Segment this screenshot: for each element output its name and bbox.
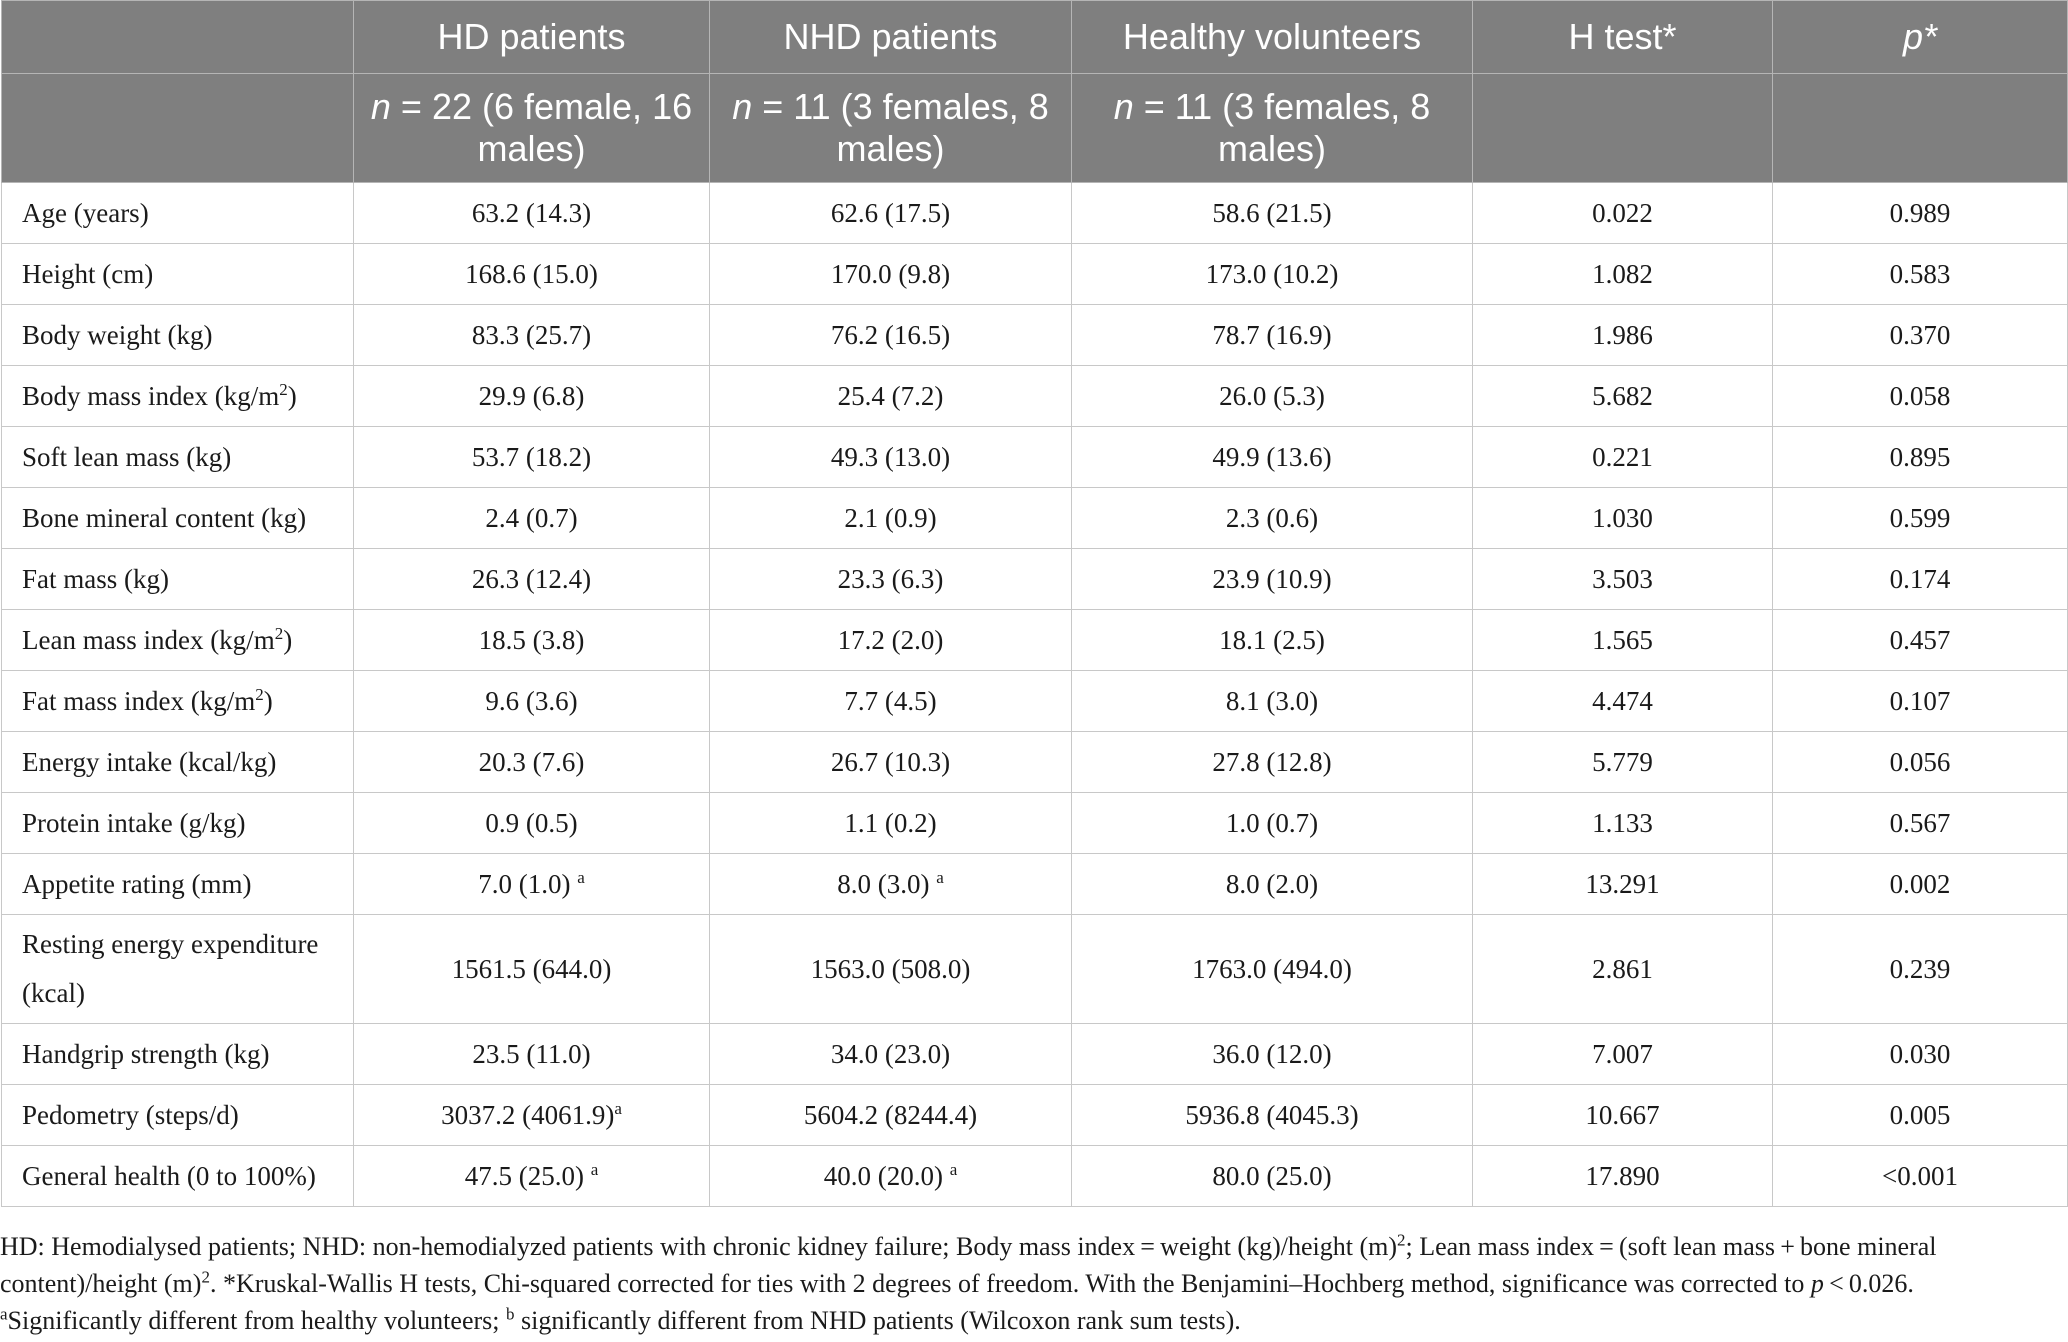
cell-p xyxy=(1773,793,2068,854)
n-label: n xyxy=(370,86,391,127)
cell-p-text: 0.174 xyxy=(1889,563,1951,594)
cell-nhd xyxy=(710,854,1072,915)
row-label-end: ) xyxy=(283,624,293,655)
cell-hd xyxy=(354,366,710,427)
cell-h-test xyxy=(1473,305,1773,366)
cell-nhd-text: 2.1 (0.9) xyxy=(844,502,937,533)
table-row xyxy=(2,488,2068,549)
cell-nhd-text: 25.4 (7.2) xyxy=(837,380,944,411)
cell-nhd xyxy=(710,1085,1072,1146)
cell-healthy xyxy=(1072,549,1473,610)
row-label-text: Body weight (kg) xyxy=(22,319,213,350)
row-label xyxy=(2,488,354,549)
footnote-sup: b xyxy=(506,1304,515,1324)
cell-nhd xyxy=(710,610,1072,671)
cell-h-test-text: 2.861 xyxy=(1592,953,1653,984)
header-sub-empty xyxy=(2,74,354,183)
cell-h-test-text: 17.890 xyxy=(1585,1160,1660,1191)
row-label xyxy=(2,244,354,305)
table-row xyxy=(2,610,2068,671)
row-label-text: Body mass index (kg/m xyxy=(22,380,280,411)
cell-healthy-text: 8.0 (2.0) xyxy=(1225,868,1319,899)
cell-h-test-text: 1.565 xyxy=(1592,624,1653,655)
row-label xyxy=(2,732,354,793)
row-label-text: Bone mineral content (kg) xyxy=(22,502,307,533)
header-subrow xyxy=(2,74,2068,183)
table-row xyxy=(2,854,2068,915)
cell-hd-text: 83.3 (25.7) xyxy=(471,319,592,350)
cell-nhd xyxy=(710,183,1072,244)
footnote-sup: a xyxy=(0,1304,8,1324)
cell-healthy xyxy=(1072,610,1473,671)
cell-h-test xyxy=(1473,183,1773,244)
row-label xyxy=(2,366,354,427)
cell-p xyxy=(1773,671,2068,732)
cell-hd-text: 20.3 (7.6) xyxy=(478,746,585,777)
row-label xyxy=(2,183,354,244)
cell-h-test xyxy=(1473,854,1773,915)
sub-healthy-text: = 11 (3 females, 8 males) xyxy=(1133,86,1431,169)
row-label xyxy=(2,305,354,366)
row-label-text: Age (years) xyxy=(22,197,149,228)
cell-p-text: 0.005 xyxy=(1889,1099,1951,1130)
table-row xyxy=(2,305,2068,366)
cell-h-test xyxy=(1473,1085,1773,1146)
cell-p-text: 0.599 xyxy=(1889,502,1951,533)
cell-p xyxy=(1773,1085,2068,1146)
table-row xyxy=(2,244,2068,305)
cell-nhd xyxy=(710,671,1072,732)
cell-healthy xyxy=(1072,915,1473,1024)
cell-hd xyxy=(354,183,710,244)
cell-healthy xyxy=(1072,366,1473,427)
row-label-sup: 2 xyxy=(279,379,288,399)
cell-p-text: 0.370 xyxy=(1889,319,1951,350)
footnote-text: Significantly different from healthy volunteers; xyxy=(7,1306,506,1335)
cell-p-text: 0.056 xyxy=(1889,746,1951,777)
footnote-line-2 xyxy=(0,1302,2060,1339)
header-sub-nhd xyxy=(710,74,1072,183)
header-hd: HD patients xyxy=(354,1,710,74)
cell-hd xyxy=(354,1146,710,1207)
cell-nhd xyxy=(710,305,1072,366)
cell-p-text: 0.239 xyxy=(1889,953,1951,984)
table-row xyxy=(2,427,2068,488)
table-row xyxy=(2,1085,2068,1146)
cell-h-test xyxy=(1473,366,1773,427)
cell-p xyxy=(1773,183,2068,244)
cell-hd-text: 168.6 (15.0) xyxy=(465,258,598,289)
cell-h-test-text: 1.082 xyxy=(1592,258,1653,289)
cell-hd-text: 47.5 (25.0) xyxy=(464,1160,591,1191)
cell-p xyxy=(1773,1146,2068,1207)
cell-healthy xyxy=(1072,1146,1473,1207)
cell-hd-sup: a xyxy=(577,867,585,887)
cell-hd-text: 63.2 (14.3) xyxy=(471,197,592,228)
cell-nhd-text: 5604.2 (8244.4) xyxy=(803,1099,978,1130)
cell-p xyxy=(1773,427,2068,488)
cell-h-test xyxy=(1473,671,1773,732)
cell-h-test-text: 1.030 xyxy=(1592,502,1653,533)
cell-hd-sup: a xyxy=(614,1098,622,1118)
cell-p-text: 0.895 xyxy=(1889,441,1951,472)
cell-healthy xyxy=(1072,793,1473,854)
cell-p xyxy=(1773,610,2068,671)
cell-h-test-text: 1.986 xyxy=(1592,319,1653,350)
cell-h-test xyxy=(1473,549,1773,610)
cell-p xyxy=(1773,305,2068,366)
row-label xyxy=(2,610,354,671)
cell-hd xyxy=(354,427,710,488)
table-row xyxy=(2,1146,2068,1207)
footnote-text: HD: Hemodialysed patients; NHD: non-hemodialyzed patients with chronic kidney failure; Body mass index = weight (kg)/height (m) xyxy=(0,1232,1397,1261)
cell-h-test xyxy=(1473,610,1773,671)
cell-h-test xyxy=(1473,1146,1773,1207)
cell-hd xyxy=(354,1085,710,1146)
cell-hd-text: 0.9 (0.5) xyxy=(485,807,578,838)
cell-p-text: 0.030 xyxy=(1889,1038,1951,1069)
cell-hd xyxy=(354,488,710,549)
footnote-line-1 xyxy=(0,1228,2060,1302)
cell-nhd xyxy=(710,549,1072,610)
cell-healthy-text: 8.1 (3.0) xyxy=(1225,685,1319,716)
table-row xyxy=(2,793,2068,854)
cell-hd xyxy=(354,793,710,854)
cell-hd-text: 3037.2 (4061.9) xyxy=(441,1099,615,1130)
row-label-text: Fat mass index (kg/m xyxy=(22,685,256,716)
cell-nhd-text: 62.6 (17.5) xyxy=(830,197,951,228)
cell-h-test xyxy=(1473,427,1773,488)
cell-nhd-text: 17.2 (2.0) xyxy=(837,624,944,655)
cell-healthy-text: 36.0 (12.0) xyxy=(1212,1038,1332,1069)
header-sub-p xyxy=(1773,74,2068,183)
row-label xyxy=(2,1146,354,1207)
cell-hd xyxy=(354,1024,710,1085)
row-label-text: Pedometry (steps/d) xyxy=(22,1099,239,1130)
row-label xyxy=(2,854,354,915)
cell-p xyxy=(1773,244,2068,305)
cell-nhd-text: 34.0 (23.0) xyxy=(830,1038,951,1069)
cell-nhd-sup: a xyxy=(936,867,944,887)
footnote-text: . *Kruskal-Wallis H tests, Chi-squared corrected for ties with 2 degrees of freedom. With the Benjamini–Hochberg method, significance was corrected to xyxy=(209,1269,1811,1298)
cell-p xyxy=(1773,915,2068,1024)
cell-nhd-text: 1563.0 (508.0) xyxy=(810,953,971,984)
cell-healthy-text: 23.9 (10.9) xyxy=(1212,563,1332,594)
cell-nhd xyxy=(710,793,1072,854)
table-body xyxy=(2,183,2068,1207)
cell-hd-text: 1561.5 (644.0) xyxy=(451,953,612,984)
cell-hd xyxy=(354,732,710,793)
row-label xyxy=(2,1085,354,1146)
header-h-test: H test* xyxy=(1473,1,1773,74)
cell-h-test-text: 5.682 xyxy=(1592,380,1653,411)
cell-p-text: 0.107 xyxy=(1889,685,1951,716)
cell-healthy xyxy=(1072,183,1473,244)
n-label: n xyxy=(1113,86,1134,127)
cell-hd-text: 9.6 (3.6) xyxy=(485,685,578,716)
cell-healthy xyxy=(1072,1085,1473,1146)
cell-hd-text: 23.5 (11.0) xyxy=(472,1038,591,1069)
cell-h-test-text: 5.779 xyxy=(1592,746,1653,777)
table-row xyxy=(2,366,2068,427)
cell-h-test xyxy=(1473,1024,1773,1085)
cell-nhd xyxy=(710,244,1072,305)
cell-hd-text: 18.5 (3.8) xyxy=(478,624,585,655)
cell-nhd-text: 40.0 (20.0) xyxy=(823,1160,950,1191)
cell-nhd-text: 170.0 (9.8) xyxy=(830,258,951,289)
cell-hd xyxy=(354,549,710,610)
footnote-p: p xyxy=(1810,1269,1824,1298)
cell-hd xyxy=(354,305,710,366)
row-label-sup: 2 xyxy=(274,623,284,643)
header-sub-h xyxy=(1473,74,1773,183)
cell-hd-sup: a xyxy=(590,1159,599,1179)
cell-p-text: 0.002 xyxy=(1889,868,1951,899)
footnote-text: < 0.026. xyxy=(1823,1269,1914,1298)
cell-nhd-text: 23.3 (6.3) xyxy=(837,563,944,594)
cell-hd-text: 53.7 (18.2) xyxy=(471,441,592,472)
cell-p-text: 0.583 xyxy=(1889,258,1951,289)
cell-healthy xyxy=(1072,854,1473,915)
cell-nhd xyxy=(710,1146,1072,1207)
cell-h-test-text: 4.474 xyxy=(1592,685,1653,716)
cell-p-text: 0.567 xyxy=(1889,807,1951,838)
cell-nhd xyxy=(710,915,1072,1024)
cell-p xyxy=(1773,488,2068,549)
header-nhd: NHD patients xyxy=(710,1,1072,74)
cell-p xyxy=(1773,1024,2068,1085)
cell-p-text: 0.457 xyxy=(1889,624,1951,655)
cell-nhd xyxy=(710,427,1072,488)
footnote xyxy=(0,1228,2060,1339)
cell-healthy-text: 58.6 (21.5) xyxy=(1212,197,1332,228)
row-label-text: Protein intake (g/kg) xyxy=(22,807,246,838)
cell-nhd-text: 49.3 (13.0) xyxy=(830,441,951,472)
row-label-end: ) xyxy=(287,380,297,411)
cell-p-text: 0.989 xyxy=(1889,197,1951,228)
cell-nhd-text: 76.2 (16.5) xyxy=(830,319,951,350)
footnote-sup: 2 xyxy=(201,1267,210,1287)
row-label-text: Resting energy expenditure (kcal) xyxy=(22,929,319,1008)
cell-h-test-text: 10.667 xyxy=(1585,1099,1660,1130)
cell-healthy xyxy=(1072,305,1473,366)
row-label xyxy=(2,793,354,854)
cell-healthy-text: 26.0 (5.3) xyxy=(1219,380,1325,411)
cell-h-test xyxy=(1473,793,1773,854)
cell-nhd xyxy=(710,1024,1072,1085)
cell-hd-text: 26.3 (12.4) xyxy=(471,563,592,594)
row-label-sup: 2 xyxy=(255,684,264,704)
cell-healthy-text: 2.3 (0.6) xyxy=(1225,502,1319,533)
cell-nhd xyxy=(710,488,1072,549)
row-label-text: General health (0 to 100%) xyxy=(22,1160,316,1191)
table-row xyxy=(2,732,2068,793)
row-label xyxy=(2,1024,354,1085)
cell-hd-text: 2.4 (0.7) xyxy=(485,502,578,533)
cell-healthy-text: 49.9 (13.6) xyxy=(1212,441,1332,472)
cell-h-test xyxy=(1473,915,1773,1024)
cell-h-test-text: 7.007 xyxy=(1592,1038,1653,1069)
header-healthy: Healthy volunteers xyxy=(1072,1,1473,74)
row-label-text: Fat mass (kg) xyxy=(22,563,169,594)
row-label-text: Height (cm) xyxy=(22,258,154,289)
row-label xyxy=(2,427,354,488)
table-row xyxy=(2,183,2068,244)
cell-healthy-text: 1.0 (0.7) xyxy=(1225,807,1319,838)
row-label xyxy=(2,915,354,1024)
cell-p xyxy=(1773,732,2068,793)
row-label-text: Appetite rating (mm) xyxy=(22,868,252,899)
cell-h-test-text: 13.291 xyxy=(1585,868,1660,899)
cell-h-test xyxy=(1473,732,1773,793)
cell-healthy-text: 1763.0 (494.0) xyxy=(1192,953,1352,984)
cell-hd xyxy=(354,915,710,1024)
header-row xyxy=(2,1,2068,74)
cell-p xyxy=(1773,854,2068,915)
cell-h-test xyxy=(1473,244,1773,305)
cell-healthy-text: 80.0 (25.0) xyxy=(1212,1160,1332,1191)
row-label-text: Lean mass index (kg/m xyxy=(22,624,275,655)
footnote-sup: 2 xyxy=(1397,1230,1406,1250)
cell-hd-text: 7.0 (1.0) xyxy=(478,868,578,899)
footnote-text: significantly different from NHD patients (Wilcoxon rank sum tests). xyxy=(514,1306,1241,1335)
cell-p xyxy=(1773,549,2068,610)
cell-nhd-text: 1.1 (0.2) xyxy=(844,807,937,838)
row-label xyxy=(2,671,354,732)
table-row xyxy=(2,915,2068,1024)
n-label: n xyxy=(732,86,753,127)
cell-healthy xyxy=(1072,732,1473,793)
sub-nhd-text: = 11 (3 females, 8 males) xyxy=(752,86,1049,169)
cell-healthy xyxy=(1072,488,1473,549)
cell-healthy-text: 173.0 (10.2) xyxy=(1205,258,1339,289)
row-label-text: Energy intake (kcal/kg) xyxy=(22,746,277,777)
sub-hd-text: = 22 (6 female, 16 males) xyxy=(390,86,693,169)
cell-healthy-text: 78.7 (16.9) xyxy=(1212,319,1332,350)
footnote-text: ; Lean mass index = (soft lean mass + bone mineral content)/height (m) xyxy=(0,1232,1937,1298)
cell-nhd xyxy=(710,366,1072,427)
cell-hd-text: 29.9 (6.8) xyxy=(478,380,585,411)
cell-healthy-text: 27.8 (12.8) xyxy=(1212,746,1332,777)
cell-hd xyxy=(354,244,710,305)
cell-h-test xyxy=(1473,488,1773,549)
header-p: p* xyxy=(1773,1,2068,74)
cell-nhd-text: 7.7 (4.5) xyxy=(844,685,937,716)
row-label-text: Handgrip strength (kg) xyxy=(22,1038,270,1069)
cell-healthy xyxy=(1072,244,1473,305)
cell-h-test-text: 1.133 xyxy=(1592,807,1653,838)
cell-hd xyxy=(354,854,710,915)
cell-h-test-text: 3.503 xyxy=(1592,563,1653,594)
cell-nhd-sup: a xyxy=(949,1159,958,1179)
cell-h-test-text: 0.221 xyxy=(1592,441,1653,472)
cell-healthy xyxy=(1072,427,1473,488)
cell-h-test-text: 0.022 xyxy=(1592,197,1653,228)
header-sub-healthy xyxy=(1072,74,1473,183)
table-row xyxy=(2,549,2068,610)
row-label xyxy=(2,549,354,610)
cell-healthy-text: 5936.8 (4045.3) xyxy=(1185,1099,1359,1130)
cell-p xyxy=(1773,366,2068,427)
data-table xyxy=(1,0,2068,1207)
cell-hd xyxy=(354,671,710,732)
cell-nhd-text: 8.0 (3.0) xyxy=(837,868,937,899)
header-sub-hd xyxy=(354,74,710,183)
table-row xyxy=(2,1024,2068,1085)
cell-healthy xyxy=(1072,1024,1473,1085)
cell-healthy-text: 18.1 (2.5) xyxy=(1219,624,1325,655)
cell-nhd xyxy=(710,732,1072,793)
cell-p-text: 0.058 xyxy=(1889,380,1951,411)
table-row xyxy=(2,671,2068,732)
cell-p-text: <0.001 xyxy=(1882,1160,1958,1191)
row-label-end: ) xyxy=(263,685,273,716)
cell-hd xyxy=(354,610,710,671)
cell-nhd-text: 26.7 (10.3) xyxy=(830,746,951,777)
header-empty xyxy=(2,1,354,74)
row-label-text: Soft lean mass (kg) xyxy=(22,441,232,472)
cell-healthy xyxy=(1072,671,1473,732)
